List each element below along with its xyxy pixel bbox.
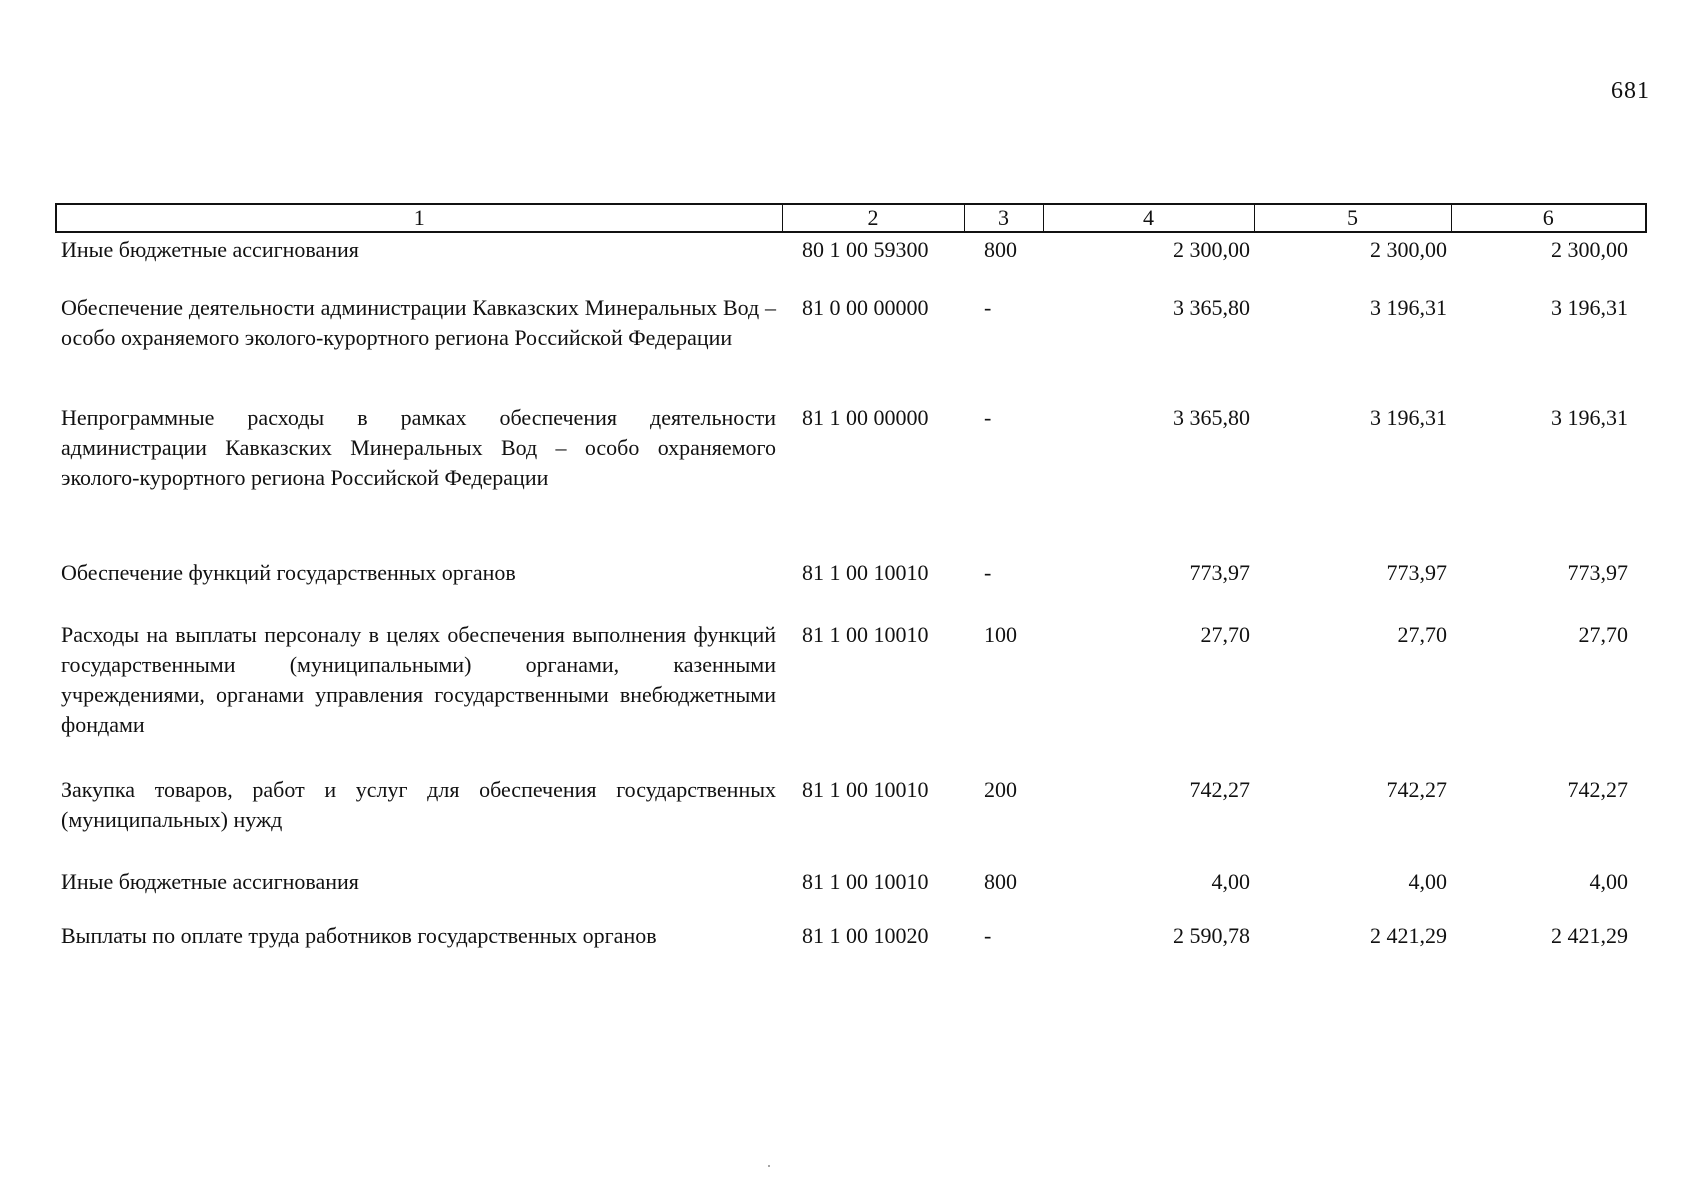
table-row	[56, 293, 1646, 403]
row-expense-type: -	[984, 560, 992, 585]
row-name: Расходы на выплаты персоналу в целях обеспечения выполнения функций государственными (муниципальными) органами, казенными учреждениями, органами управления государственными внебюджетными фондами	[61, 622, 776, 737]
row-amount-col5: 3 196,31	[1370, 405, 1447, 430]
column-number-2: 2	[782, 204, 964, 232]
row-amount-col4: 2 590,78	[1173, 923, 1250, 948]
row-amount-col5: 742,27	[1386, 777, 1447, 802]
column-number-6: 6	[1451, 204, 1646, 232]
row-amount-col4: 3 365,80	[1173, 405, 1250, 430]
column-number-4: 4	[1043, 204, 1254, 232]
column-number-5: 5	[1254, 204, 1451, 232]
budget-table	[55, 203, 1647, 961]
row-amount-col5: 4,00	[1408, 869, 1447, 894]
column-number-3: 3	[964, 204, 1043, 232]
row-code: 80 1 00 59300	[802, 237, 929, 262]
row-code: 81 1 00 10010	[802, 869, 929, 894]
row-amount-col5: 2 421,29	[1370, 923, 1447, 948]
row-amount-col5: 773,97	[1386, 560, 1447, 585]
row-expense-type: 800	[984, 237, 1017, 262]
row-amount-col5: 2 300,00	[1370, 237, 1447, 262]
table-row	[56, 403, 1646, 558]
row-name: Иные бюджетные ассигнования	[61, 237, 359, 262]
row-amount-col5: 27,70	[1397, 622, 1447, 647]
row-name: Обеспечение функций государственных органов	[61, 560, 516, 585]
page-number: 681	[1611, 78, 1650, 104]
row-amount-col4: 4,00	[1211, 869, 1250, 894]
row-code: 81 1 00 10010	[802, 777, 929, 802]
row-amount-col6: 2 421,29	[1551, 923, 1628, 948]
row-code: 81 1 00 10010	[802, 622, 929, 647]
row-amount-col6: 3 196,31	[1551, 405, 1628, 430]
table-row	[56, 558, 1646, 620]
row-name: Закупка товаров, работ и услуг для обеспечения государственных (муниципальных) нужд	[61, 777, 776, 832]
row-amount-col4: 742,27	[1189, 777, 1250, 802]
row-name: Обеспечение деятельности администрации Кавказских Минеральных Вод – особо охраняемого эколого-курортного региона Российской Федерации	[61, 295, 776, 350]
row-amount-col6: 742,27	[1567, 777, 1628, 802]
row-code: 81 1 00 00000	[802, 405, 929, 430]
row-code: 81 1 00 10020	[802, 923, 929, 948]
row-expense-type: -	[984, 923, 992, 948]
row-expense-type: -	[984, 295, 992, 320]
row-code: 81 0 00 00000	[802, 295, 929, 320]
table-row	[56, 620, 1646, 775]
row-name: Непрограммные расходы в рамках обеспечения деятельности администрации Кавказских Минеральных Вод – особо охраняемого эколого-курортного региона Российской Федерации	[61, 405, 776, 490]
table-row	[56, 867, 1646, 921]
row-amount-col6: 773,97	[1567, 560, 1628, 585]
scan-artifact-dot	[768, 1165, 770, 1167]
row-amount-col6: 2 300,00	[1551, 237, 1628, 262]
row-amount-col4: 2 300,00	[1173, 237, 1250, 262]
row-expense-type: 200	[984, 777, 1017, 802]
table-row	[56, 775, 1646, 867]
table-row	[56, 232, 1646, 293]
row-expense-type: -	[984, 405, 992, 430]
row-amount-col4: 773,97	[1189, 560, 1250, 585]
column-number-1: 1	[56, 204, 782, 232]
table-row	[56, 921, 1646, 961]
row-name: Иные бюджетные ассигнования	[61, 869, 359, 894]
row-amount-col4: 27,70	[1200, 622, 1250, 647]
column-number-header-row	[56, 204, 1646, 232]
row-expense-type: 800	[984, 869, 1017, 894]
row-code: 81 1 00 10010	[802, 560, 929, 585]
row-amount-col6: 3 196,31	[1551, 295, 1628, 320]
row-amount-col6: 4,00	[1589, 869, 1628, 894]
row-amount-col6: 27,70	[1578, 622, 1628, 647]
row-expense-type: 100	[984, 622, 1017, 647]
row-name: Выплаты по оплате труда работников государственных органов	[61, 923, 657, 948]
row-amount-col4: 3 365,80	[1173, 295, 1250, 320]
row-amount-col5: 3 196,31	[1370, 295, 1447, 320]
